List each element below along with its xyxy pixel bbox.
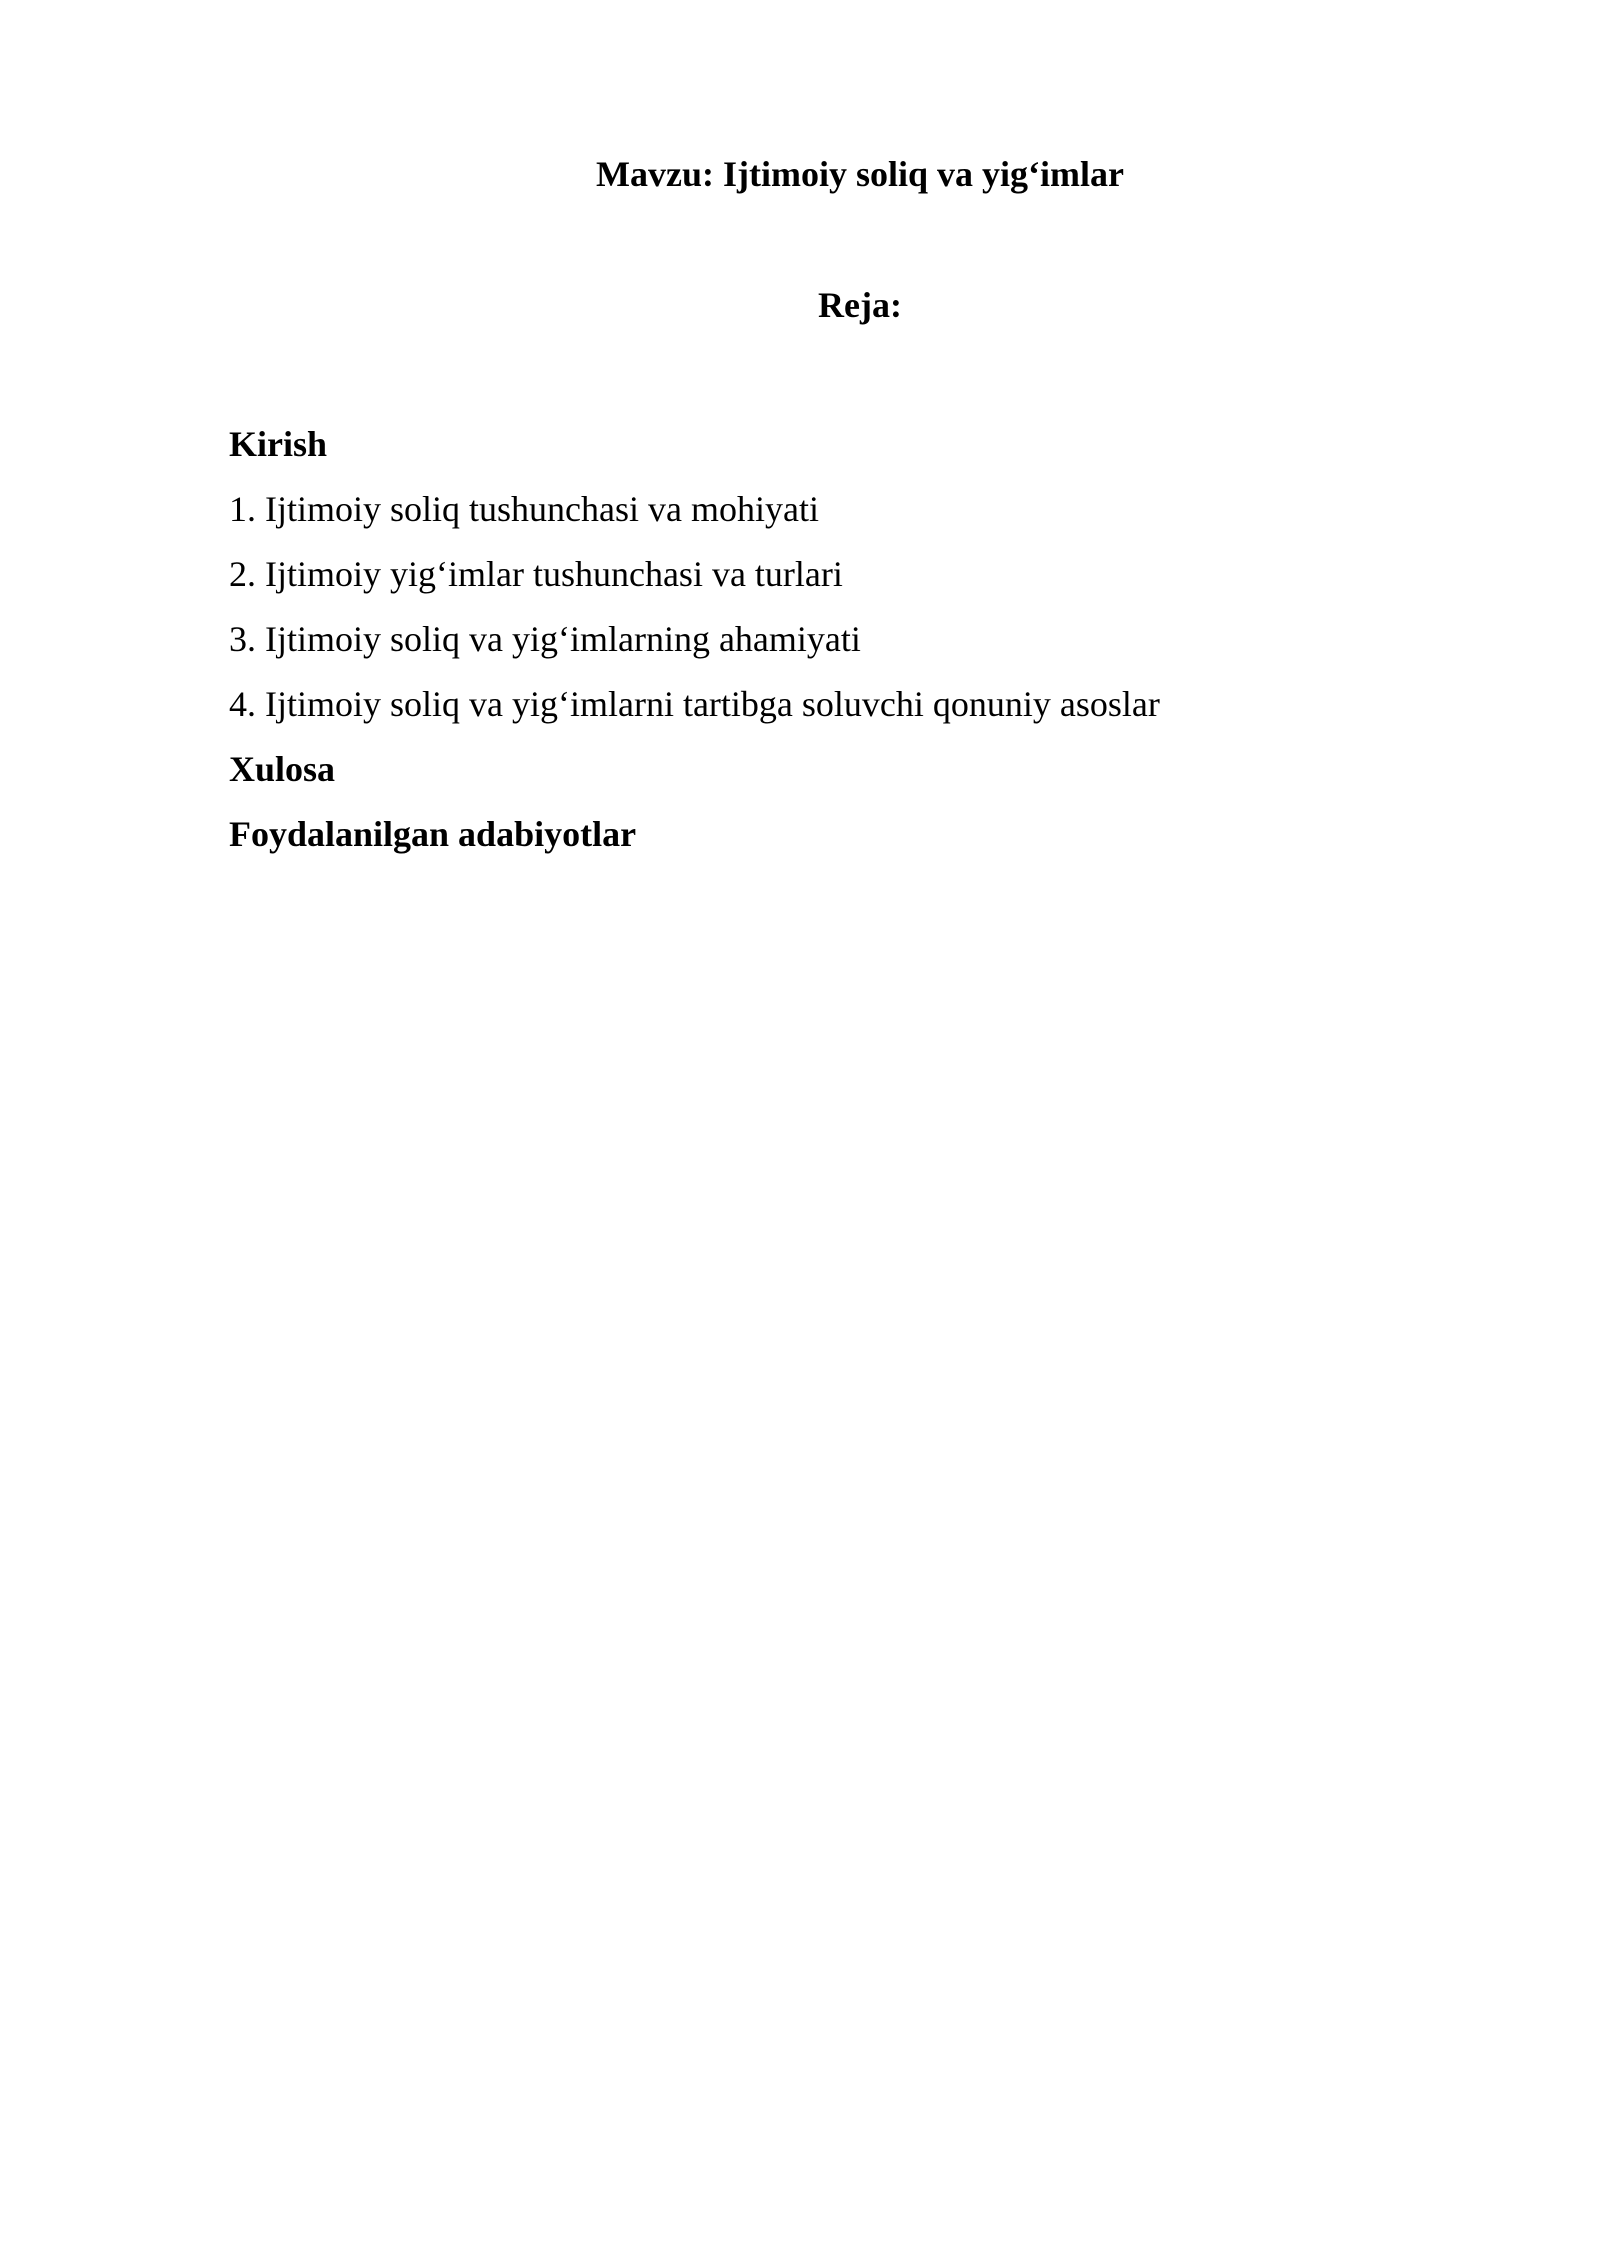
plan-item-introduction: Kirish — [229, 424, 328, 464]
plan-item-2: 2. Ijtimoiy yig‘imlar tushunchasi va turlari — [229, 554, 843, 594]
plan-item-1: 1. Ijtimoiy soliq tushunchasi va mohiyati — [229, 489, 819, 529]
plan-item-3: 3. Ijtimoiy soliq va yig‘imlarning ahamiyati — [229, 619, 861, 659]
plan-list — [229, 412, 1429, 867]
plan-heading: Reja: — [818, 285, 902, 325]
plan-item-conclusion: Xulosa — [229, 749, 336, 789]
plan-item-4: 4. Ijtimoiy soliq va yig‘imlarni tartibga soluvchi qonuniy asoslar — [229, 684, 1160, 724]
document-title: Mavzu: Ijtimoiy soliq va yig‘imlar — [596, 154, 1124, 194]
plan-item-references: Foydalanilgan adabiyotlar — [229, 814, 637, 854]
